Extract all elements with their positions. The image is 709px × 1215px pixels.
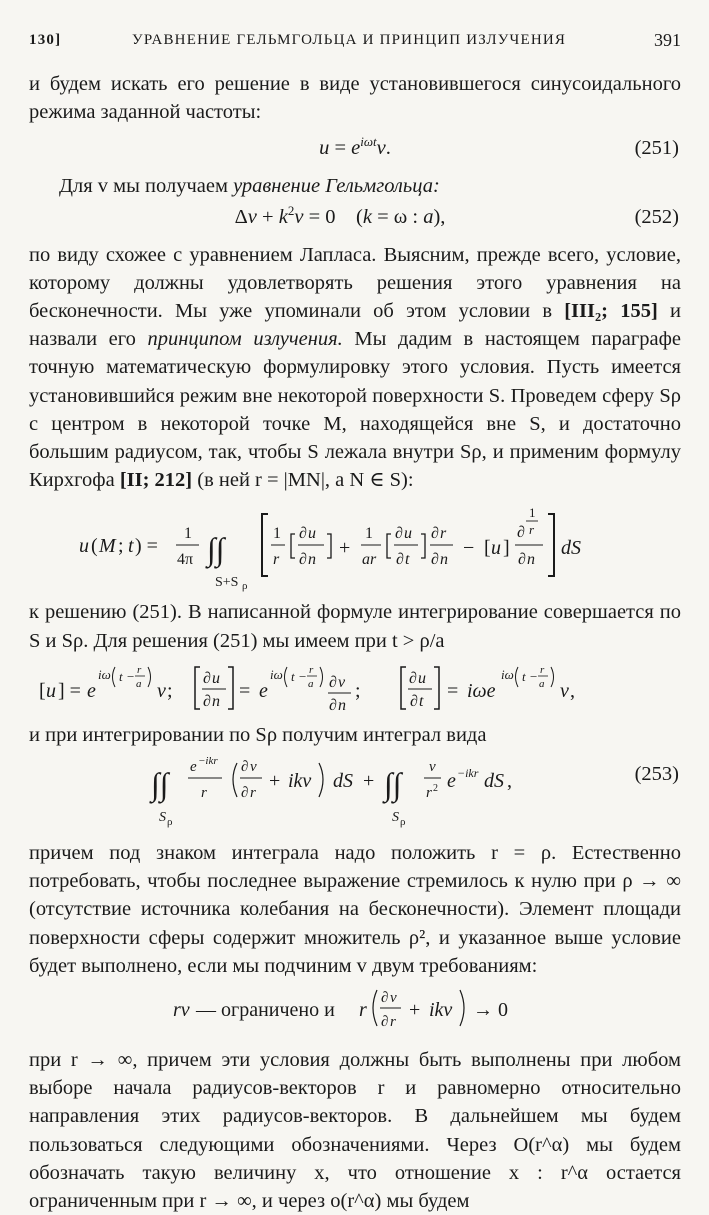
svg-text:— ограничено и: — ограничено и xyxy=(196,999,335,1022)
svg-text:v: v xyxy=(429,759,436,776)
svg-text:1: 1 xyxy=(529,505,536,521)
svg-text:[: [ xyxy=(39,679,46,702)
section-number: 130] xyxy=(29,32,62,48)
svg-text:e: e xyxy=(87,679,96,702)
svg-text:]: ] xyxy=(503,537,510,560)
text-span: и назвали его xyxy=(29,300,681,351)
svg-text:ikv: ikv xyxy=(288,770,312,793)
svg-text:−: − xyxy=(463,537,475,560)
svg-text:∂: ∂ xyxy=(381,990,389,1007)
svg-text:1: 1 xyxy=(184,525,192,543)
svg-text:a: a xyxy=(539,677,545,690)
svg-text:∂: ∂ xyxy=(410,692,418,710)
svg-text:=: = xyxy=(447,679,459,702)
svg-text:1: 1 xyxy=(365,525,373,543)
paragraph-helmholtz xyxy=(29,172,681,200)
term-radiation-principle: принципом излучения. xyxy=(147,328,343,351)
svg-text:r: r xyxy=(426,785,432,802)
svg-text:n: n xyxy=(308,551,316,569)
svg-text:S: S xyxy=(159,810,166,826)
svg-text:∂: ∂ xyxy=(203,669,211,687)
book-page xyxy=(0,26,709,1213)
svg-text:dS: dS xyxy=(484,770,504,793)
equation-251-number: (251) xyxy=(634,137,679,160)
svg-text:∂: ∂ xyxy=(203,692,211,710)
svg-text:ρ: ρ xyxy=(167,816,173,829)
svg-text:∂: ∂ xyxy=(431,525,439,543)
svg-text:∂: ∂ xyxy=(517,524,525,542)
svg-text:n: n xyxy=(338,696,346,714)
paragraph-notation: при r → ∞, причем эти условия должны быть выполнены при любом выборе начала радиусов-векторов r и равномерно относительно направления этих радиусов-векторов. В дальнейшем мы будем пользоваться следующими обозначениями. Через O(r^α) мы будем обозначать такую величину x, что отношение x : r^α остается ограниченным при r → ∞, и через o(r^α) мы будем xyxy=(29,1049,681,1213)
svg-text:M: M xyxy=(99,535,116,558)
svg-text:+: + xyxy=(363,770,375,793)
paragraph-integral-form: и при интегрировании по Sρ получим интеграл вида xyxy=(29,723,487,746)
svg-text:−: − xyxy=(127,668,135,684)
svg-text:r: r xyxy=(540,663,545,676)
running-header xyxy=(29,26,681,50)
svg-text:t: t xyxy=(419,692,424,710)
svg-text:n: n xyxy=(440,551,448,569)
svg-text:dS: dS xyxy=(561,537,581,560)
svg-text:r: r xyxy=(137,663,142,676)
running-title: УРАВНЕНИЕ ГЕЛЬМГОЛЬЦА И ПРИНЦИП ИЗЛУЧЕНИЯ xyxy=(132,32,567,48)
svg-text:a: a xyxy=(308,677,314,690)
paragraph-intro: и будем искать его решение в виде установившегося синусоидального режима заданной частоты: xyxy=(29,73,681,124)
svg-text:∂: ∂ xyxy=(396,551,404,569)
svg-text:r: r xyxy=(309,663,314,676)
svg-text:ρ: ρ xyxy=(400,816,406,829)
svg-text:+: + xyxy=(269,770,281,793)
svg-text:∂: ∂ xyxy=(241,759,249,776)
svg-text:→ 0: → 0 xyxy=(473,999,508,1022)
svg-text:−: − xyxy=(530,668,538,684)
svg-text:iω: iω xyxy=(98,666,111,682)
svg-text:r: r xyxy=(273,551,280,569)
citation-ii-212: [II; 212] xyxy=(119,469,193,492)
equation-252-number: (252) xyxy=(634,205,679,228)
svg-text:,: , xyxy=(570,679,575,702)
svg-text:∂: ∂ xyxy=(299,525,307,543)
svg-text:a: a xyxy=(136,677,142,690)
svg-text:n: n xyxy=(212,692,220,710)
svg-text:t: t xyxy=(128,535,134,558)
svg-text:v: v xyxy=(338,673,346,691)
svg-text:=: = xyxy=(239,679,251,702)
svg-text:e: e xyxy=(259,679,268,702)
svg-text:v: v xyxy=(560,679,569,702)
svg-text:∂: ∂ xyxy=(329,673,337,691)
equation-252 xyxy=(29,203,681,237)
svg-text:r: r xyxy=(390,1014,396,1031)
svg-text:∫∫: ∫∫ xyxy=(207,531,225,568)
svg-text:rv: rv xyxy=(173,999,190,1022)
term-helmholtz-equation: уравнение Гельмгольца: xyxy=(233,175,440,198)
equation-conditions xyxy=(29,980,681,1038)
svg-text:S: S xyxy=(392,810,399,826)
svg-text:iωe: iωe xyxy=(467,679,496,702)
svg-text:u: u xyxy=(308,525,316,543)
svg-text:e: e xyxy=(190,759,197,776)
svg-text:u: u xyxy=(491,537,501,560)
paragraph-kirchhoff-application: к решению (251). В написанной формуле интегрирование совершается по S и Sρ. Для решения (251) мы имеем при t > ρ/a xyxy=(29,601,681,652)
svg-text:t: t xyxy=(522,668,526,684)
equation-253 xyxy=(29,749,681,831)
svg-text:+: + xyxy=(409,999,421,1022)
svg-text:u: u xyxy=(79,535,89,558)
svg-text:iω: iω xyxy=(270,666,283,682)
svg-text:iω: iω xyxy=(501,666,514,682)
svg-text:v: v xyxy=(390,990,397,1007)
svg-text:;: ; xyxy=(167,679,173,702)
svg-text:ikv: ikv xyxy=(429,999,453,1022)
text-span: Мы дадим в настоящем параграфе точную математическую формулировку этого условия. Пусть имеется установившийся режим вне некоторой поверхности S. Проведем сферу Sρ с центром в некоторой точке M, находящейся вне S, и достаточно большим радиусом, так, чтобы S лежала внутри Sρ, и применим формулу Кирхгофа xyxy=(29,328,681,492)
svg-text:r: r xyxy=(529,522,535,538)
svg-text:) =: ) = xyxy=(135,535,158,558)
equation-253-number: (253) xyxy=(634,763,679,786)
page-number: 391 xyxy=(654,30,681,50)
svg-text:r: r xyxy=(440,525,447,543)
svg-text:∂: ∂ xyxy=(299,551,307,569)
svg-text:[: [ xyxy=(484,537,491,560)
svg-text:∂: ∂ xyxy=(241,785,249,802)
svg-text:S+S: S+S xyxy=(215,575,239,591)
svg-text:v: v xyxy=(157,679,166,702)
svg-text:v: v xyxy=(250,759,257,776)
svg-text:∂: ∂ xyxy=(431,551,439,569)
paragraph-helmholtz-text: Для v мы получаем xyxy=(59,175,234,198)
svg-text:u: u xyxy=(404,525,412,543)
svg-text:t: t xyxy=(405,551,410,569)
equation-kirchhoff xyxy=(29,496,681,594)
svg-text:∂: ∂ xyxy=(518,551,526,569)
svg-text:+: + xyxy=(339,537,351,560)
paragraph-decay-condition: причем под знаком интеграла надо положить r = ρ. Естественно потребовать, чтобы последнее выражение стремилось к нулю при ρ → ∞ (отсутствие источника колебания на бесконечности). Элемент площади поверхности сферы содержит множитель ρ², и указанное выше условие будет выполнено, если мы подчиним v двум требованиям: xyxy=(29,842,681,977)
equation-251-formula: $u = e^{i\omega t}v$. xyxy=(319,134,391,160)
svg-text:e: e xyxy=(447,770,456,793)
svg-text:,: , xyxy=(507,770,512,793)
svg-text:u: u xyxy=(212,669,220,687)
citation-iii2-155: [III₂; 155] xyxy=(564,300,658,323)
svg-text:dS: dS xyxy=(333,770,353,793)
svg-text:1: 1 xyxy=(273,525,281,543)
svg-text:] =: ] = xyxy=(58,679,81,702)
svg-text:r: r xyxy=(359,999,367,1022)
svg-text:r: r xyxy=(250,785,256,802)
svg-text:u: u xyxy=(418,669,426,687)
text-span: по виду схожее с уравнением Лапласа. Выясним, прежде всего, условие, которому должны удовлетворять решения этого уравнения на бесконечности. Мы уже упоминали об этом условии в xyxy=(29,243,681,323)
svg-text:∫∫: ∫∫ xyxy=(151,766,169,803)
svg-text:ρ: ρ xyxy=(242,580,248,593)
svg-text:ar: ar xyxy=(362,551,377,569)
equation-252-formula: $\Delta v + k^2v = 0$ (k = ω : a), xyxy=(234,202,446,228)
svg-text:−: − xyxy=(299,668,307,684)
svg-text:∂: ∂ xyxy=(395,525,403,543)
svg-text:t: t xyxy=(119,668,123,684)
svg-text:∂: ∂ xyxy=(381,1014,389,1031)
equation-bracket-values xyxy=(29,657,681,719)
svg-text:;: ; xyxy=(355,679,361,702)
svg-text:∂: ∂ xyxy=(329,696,337,714)
svg-text:t: t xyxy=(291,668,295,684)
svg-text:;: ; xyxy=(118,535,124,558)
svg-text:r: r xyxy=(201,785,207,802)
text-span: (в ней r = |MN|, а N ∈ S): xyxy=(192,469,414,492)
equation-251 xyxy=(29,134,681,168)
svg-text:n: n xyxy=(527,551,535,569)
paragraph-radiation-principle xyxy=(29,241,681,495)
svg-text:−ikr: −ikr xyxy=(457,766,479,781)
svg-text:u: u xyxy=(46,679,56,702)
svg-text:∫∫: ∫∫ xyxy=(384,766,402,803)
svg-text:2: 2 xyxy=(433,783,438,795)
svg-text:∂: ∂ xyxy=(409,669,417,687)
svg-text:(: ( xyxy=(91,535,98,558)
svg-text:−ikr: −ikr xyxy=(198,755,218,768)
svg-text:4π: 4π xyxy=(177,551,194,569)
